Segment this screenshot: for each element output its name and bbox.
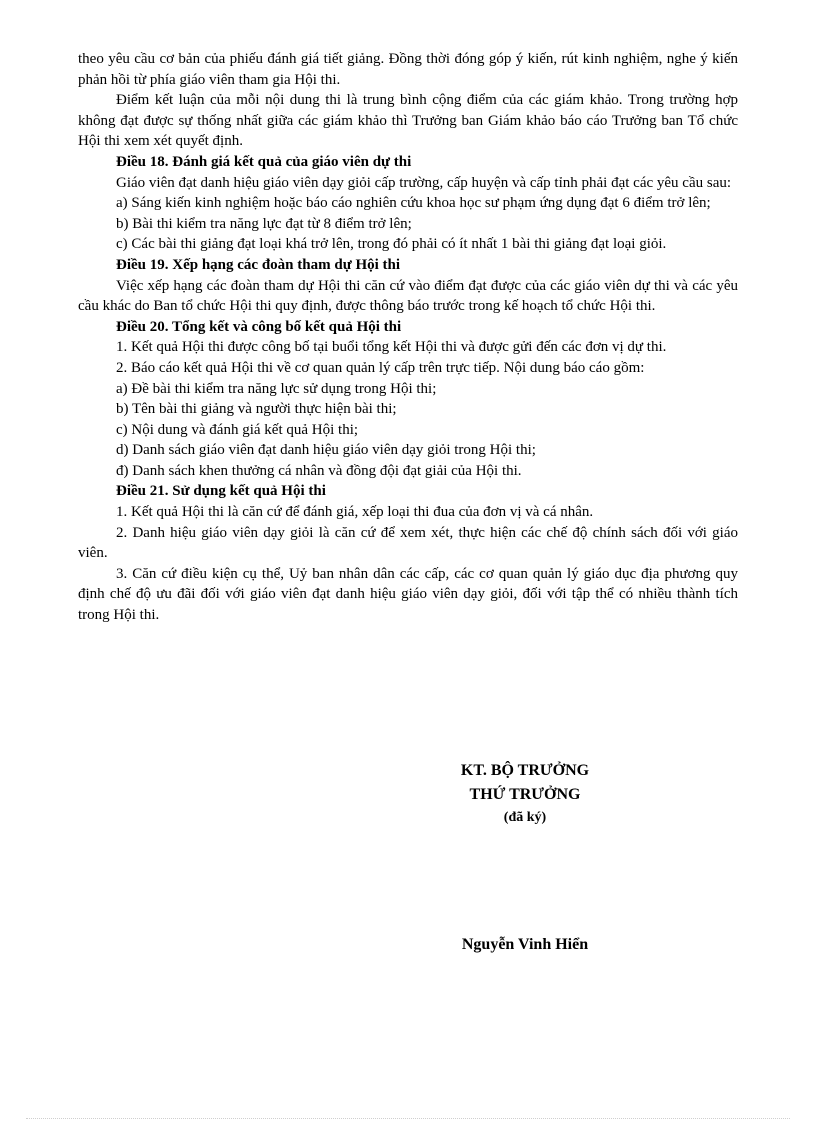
article-heading: Điều 19. Xếp hạng các đoàn tham dự Hội thi: [116, 256, 401, 273]
article-heading: Điều 18. Đánh giá kết quả của giáo viên dự thi: [116, 153, 412, 170]
signature-title-deputy: THỨ TRƯỞNG: [469, 786, 581, 803]
body-paragraph: Việc xếp hạng các đoàn tham dự Hội thi căn cứ vào điểm đạt được của các giáo viên dự thi và các yêu cầu khác do Ban tổ chức Hội thi quy định, được thông báo trước trong kế hoạch tổ chức Hội thi.: [78, 277, 738, 315]
body-paragraph: Giáo viên đạt danh hiệu giáo viên dạy giỏi cấp trường, cấp huyện và cấp tỉnh phải đạt các yêu cầu sau:: [116, 174, 732, 191]
body-paragraph: đ) Danh sách khen thưởng cá nhân và đồng đội đạt giải của Hội thi.: [116, 462, 522, 479]
body-paragraph: 1. Kết quả Hội thi được công bố tại buổi tổng kết Hội thi và được gửi đến các đơn vị dự thi.: [116, 339, 667, 356]
body-paragraph: 3. Căn cứ điều kiện cụ thể, Uỷ ban nhân dân các cấp, các cơ quan quản lý giáo dục địa phương quy định chế độ ưu đãi đối với giáo viên đạt danh hiệu giáo viên dạy giỏi, đối với tập thể có nhiều thành tích trong Hội thi.: [78, 565, 738, 624]
body-paragraph: c) Nội dung và đánh giá kết quả Hội thi;: [116, 421, 359, 438]
page-bottom-divider: [26, 1118, 790, 1119]
signature-title-minister: KT. BỘ TRƯỞNG: [460, 762, 590, 779]
article-heading: Điều 21. Sử dụng kết quả Hội thi: [116, 483, 326, 500]
signature-signed-note: (đã ký): [503, 810, 547, 825]
body-paragraph: 2. Báo cáo kết quả Hội thi về cơ quan quản lý cấp trên trực tiếp. Nội dung báo cáo gồm:: [116, 359, 645, 376]
body-paragraph: theo yêu cầu cơ bản của phiếu đánh giá tiết giảng. Đồng thời đóng góp ý kiến, rút kinh nghiệm, nghe ý kiến phản hồi từ phía giáo viên tham gia Hội thi.: [78, 51, 738, 88]
body-paragraph: Điểm kết luận của mỗi nội dung thi là trung bình cộng điểm của các giám khảo. Trong trường hợp không đạt được sự thống nhất giữa các giám khảo thì Trưởng ban Giám khảo báo cáo Trưởng ban Tổ chức Hội thi xem xét quyết định.: [78, 92, 738, 150]
body-paragraph: d) Danh sách giáo viên đạt danh hiệu giáo viên dạy giỏi trong Hội thi;: [116, 442, 536, 459]
body-paragraph: 1. Kết quả Hội thi là căn cứ để đánh giá, xếp loại thi đua của đơn vị và cá nhân.: [116, 504, 594, 521]
body-paragraph: 2. Danh hiệu giáo viên dạy giỏi là căn cứ để xem xét, thực hiện các chế độ chính sách đối với giáo viên.: [78, 524, 738, 562]
signatory-name: Nguyễn Vinh Hiển: [461, 936, 589, 953]
body-paragraph: c) Các bài thi giảng đạt loại khá trở lên, trong đó phải có ít nhất 1 bài thi giảng đạt loại giỏi.: [116, 236, 667, 253]
article-heading: Điều 20. Tổng kết và công bố kết quả Hội thi: [116, 318, 402, 335]
body-paragraph: a) Đề bài thi kiểm tra năng lực sử dụng trong Hội thi;: [116, 380, 437, 397]
document-body: [78, 49, 738, 626]
body-paragraph: b) Tên bài thi giảng và người thực hiện bài thi;: [116, 401, 397, 418]
body-paragraph: b) Bài thi kiểm tra năng lực đạt từ 8 điểm trở lên;: [116, 215, 412, 232]
body-paragraph: a) Sáng kiến kinh nghiệm hoặc báo cáo nghiên cứu khoa học sư phạm ứng dụng đạt 6 điểm trở lên;: [116, 195, 711, 212]
